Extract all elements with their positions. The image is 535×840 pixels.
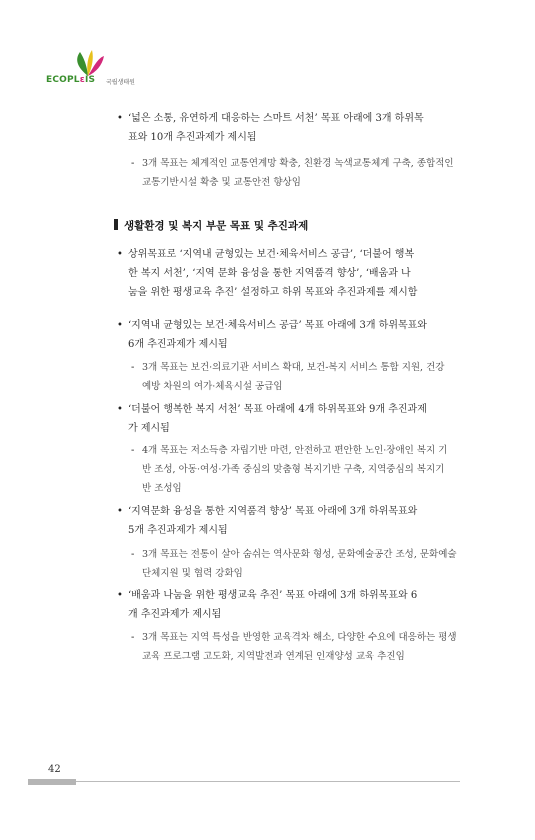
bullet-item (128, 586, 462, 624)
bullet-marker: • (117, 506, 123, 517)
sub-item (142, 628, 462, 666)
bullet-marker: • (117, 113, 123, 124)
text-line: ‘배움과 나눔을 위한 평생교육 추진’ 목표 아래에 3개 하위목표와 6 (128, 590, 418, 601)
text-line: 4개 목표는 저소득층 자립기반 마련, 안전하고 편안한 노인·장애인 복지 기 (142, 445, 448, 456)
logo-subtitle: 국립생태원 (106, 79, 135, 86)
ecoplace-logo (46, 48, 166, 88)
dash-marker: - (131, 632, 135, 643)
text-line: 반 조성임 (142, 483, 182, 494)
text-line: 단체지원 및 협력 강화임 (142, 568, 243, 579)
text-line: 한 복지 서천’, ‘지역 문화 융성을 통한 지역품격 향상’, ‘배움과 나 (128, 268, 411, 279)
bullet-item (128, 109, 462, 147)
dash-marker: - (131, 445, 135, 456)
bullet-marker: • (117, 320, 123, 331)
footer-rule (28, 781, 460, 782)
sub-item (142, 545, 462, 583)
text-line: 가 제시됨 (128, 423, 170, 434)
bullet-marker: • (117, 590, 123, 601)
section-heading: 생활환경 및 복지 부문 목표 및 추진과제 (114, 218, 308, 233)
text-line: 반 조성, 아동·여성·가족 중심의 맞춤형 복지기반 구축, 지역중심의 복지기 (142, 464, 445, 475)
text-line: 표와 10개 추진과제가 제시됨 (128, 132, 257, 143)
text-line: 상위목표로 ‘지역내 균형있는 보건·체육서비스 공급’, ‘더불어 행복 (128, 249, 415, 260)
dash-marker: - (131, 549, 135, 560)
leaf-logo-icon (68, 48, 108, 78)
page-number: 42 (48, 764, 61, 775)
dash-marker: - (131, 158, 135, 169)
text-line: 개 추진과제가 제시됨 (128, 609, 222, 620)
bullet-item (128, 400, 462, 438)
bullet-item (128, 316, 462, 354)
text-line: ‘넓은 소통, 유연하게 대응하는 스마트 서천’ 목표 아래에 3개 하위목 (128, 113, 424, 124)
text-line: 6개 추진과제가 제시됨 (128, 339, 228, 350)
text-line: 3개 목표는 체계적인 교통연계망 확충, 친환경 녹색교통체계 구축, 종합적인 (142, 158, 454, 169)
bullet-item (128, 502, 462, 540)
sub-item (142, 358, 462, 396)
dash-marker: - (131, 362, 135, 373)
bullet-marker: • (117, 249, 123, 260)
bullet-item (128, 245, 462, 302)
bullet-marker: • (117, 404, 123, 415)
text-line: ‘지역문화 융성을 통한 지역품격 향상’ 목표 아래에 3개 하위목표와 (128, 506, 418, 517)
text-line: 교통기반시설 확충 및 교통안전 향상임 (142, 177, 301, 188)
text-line: 3개 목표는 지역 특성을 반영한 교육격차 해소, 다양한 수요에 대응하는 평생 (142, 632, 457, 643)
section-bar-icon (114, 219, 118, 230)
text-line: ‘더불어 행복한 복지 서천’ 목표 아래에 4개 하위목표와 9개 추진과제 (128, 404, 427, 415)
logo-wordmark: ECOPLɛIS (46, 75, 96, 85)
text-line: 예방 차원의 여가·체육시설 공급임 (142, 381, 283, 392)
text-line: 5개 추진과제가 제시됨 (128, 525, 228, 536)
text-line: 3개 목표는 전통이 살아 숨쉬는 역사문화 형성, 문화예술공간 조성, 문화예술 (142, 549, 457, 560)
sub-item (142, 441, 462, 498)
footer-block (28, 779, 76, 785)
text-line: 눔을 위한 평생교육 추진’ 설정하고 하위 목표와 추진과제를 제시함 (128, 287, 418, 298)
sub-item (142, 154, 462, 192)
text-line: ‘지역내 균형있는 보건·체육서비스 공급’ 목표 아래에 3개 하위목표와 (128, 320, 427, 331)
text-line: 교육 프로그램 고도화, 지역발전과 연계된 인재양성 교육 추진임 (142, 651, 405, 662)
text-line: 3개 목표는 보건·의료기관 서비스 확대, 보건-복지 서비스 통합 지원, 건강 (142, 362, 445, 373)
